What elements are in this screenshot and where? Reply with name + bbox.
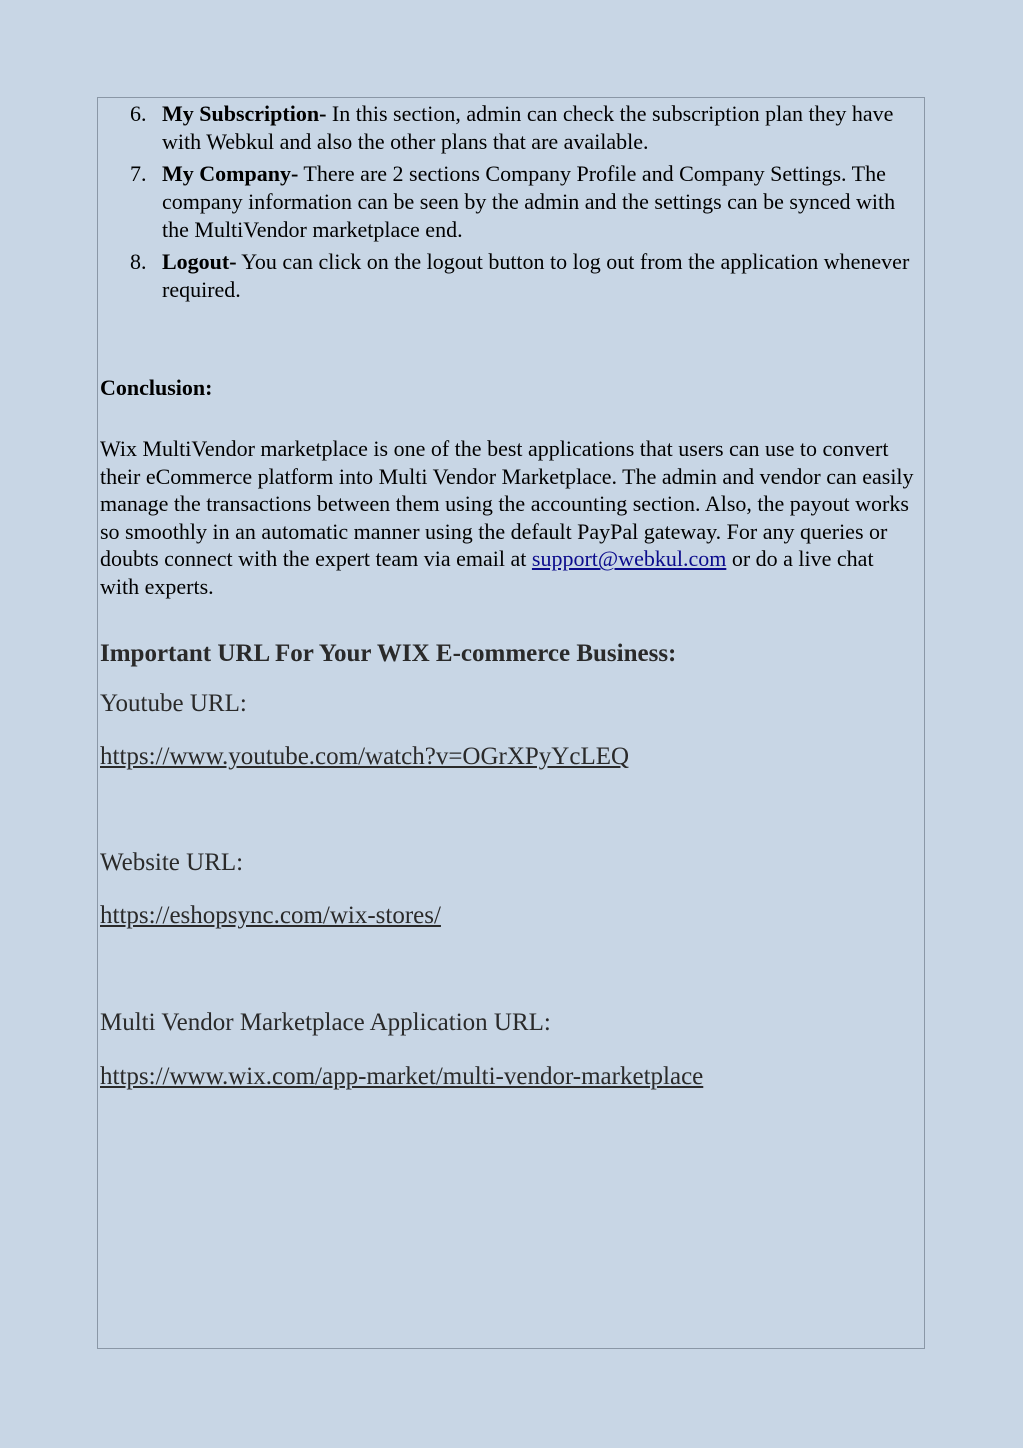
conclusion-text-end: or do a live chat with experts. bbox=[100, 546, 874, 599]
youtube-url-link[interactable]: https://www.youtube.com/watch?v=OGrXPyYcLEQ bbox=[100, 743, 630, 770]
website-url-link[interactable]: https://eshopsync.com/wix-stores/ bbox=[100, 902, 441, 929]
list-item-title: My Company- bbox=[162, 161, 299, 186]
important-urls-heading: Important URL For Your WIX E-commerce Business: bbox=[100, 640, 677, 667]
list-item-title: My Subscription- bbox=[162, 101, 327, 126]
list-item-text: You can click on the logout button to log out from the application whenever required. bbox=[162, 249, 910, 302]
list-item-text: In this section, admin can check the subscription plan they have with Webkul and also the other plans that are available. bbox=[162, 101, 894, 154]
list-item bbox=[100, 248, 920, 304]
list-item bbox=[100, 160, 920, 244]
conclusion-heading: Conclusion: bbox=[100, 375, 213, 400]
conclusion-paragraph bbox=[100, 435, 915, 601]
list-item-number: 6. bbox=[130, 101, 147, 126]
website-url-label: Website URL: bbox=[100, 849, 244, 876]
conclusion-text: Wix MultiVendor marketplace is one of the best applications that users can use to convert their eCommerce platform into Multi Vendor Marketplace. The admin and vendor can easily manage the transactions between them using the accounting section. Also, the payout works so smoothly in an automatic manner using the default PayPal gateway. For any queries or doubts connect with the expert team via email at bbox=[100, 436, 914, 572]
list-item-text: There are 2 sections Company Profile and Company Settings. The company information can be seen by the admin and the settings can be synced with the MultiVendor marketplace end. bbox=[162, 161, 896, 242]
support-email-link[interactable]: support@webkul.com bbox=[531, 546, 727, 572]
document-content bbox=[100, 100, 920, 1090]
feature-list bbox=[100, 100, 920, 304]
app-url-link[interactable]: https://www.wix.com/app-market/multi-vendor-marketplace bbox=[100, 1063, 704, 1090]
list-item-title: Logout- bbox=[162, 249, 237, 274]
youtube-url-label: Youtube URL: bbox=[100, 690, 247, 717]
app-url-label: Multi Vendor Marketplace Application URL: bbox=[100, 1009, 551, 1036]
list-item bbox=[100, 100, 920, 156]
list-item-number: 7. bbox=[130, 161, 147, 186]
list-item-number: 8. bbox=[130, 249, 147, 274]
